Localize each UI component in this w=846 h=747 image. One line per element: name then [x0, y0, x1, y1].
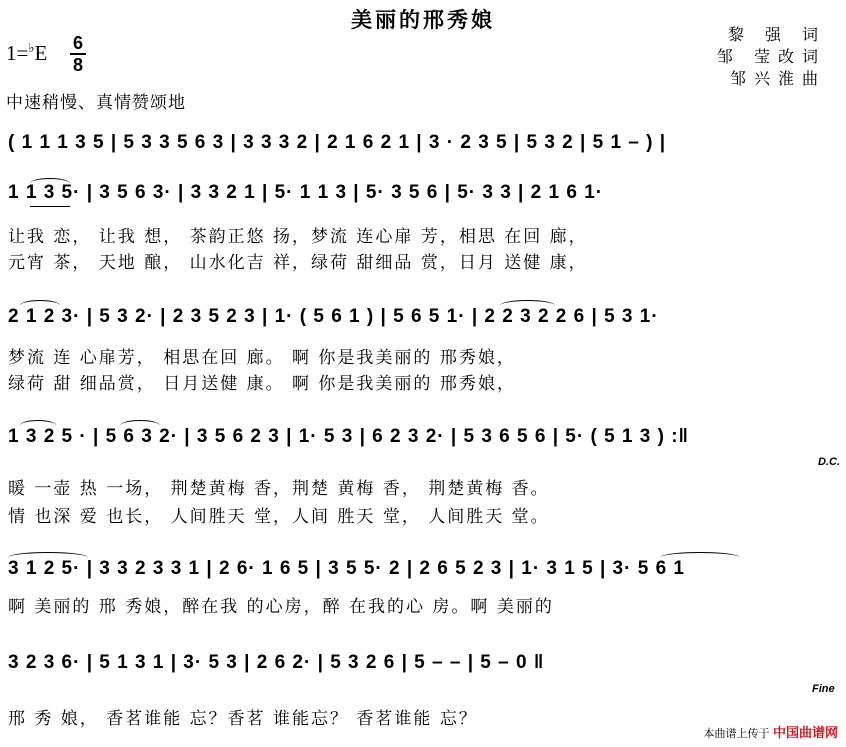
score-line-3: 2 1 2 3· | 5 3 2· | 2 3 5 2 3 | 1· ( 5 6 1 ) | 5 6 5 1· | 2 2 3 2 2 6 | 5 3 1·: [8, 306, 659, 327]
lyric-line-2-verse-2: 元宵 茶， 天地 酿， 山水化吉 祥，绿荷 甜细品 赏，日月 送健 康，: [8, 253, 588, 273]
lyric-line-5: 啊 美丽的 邢 秀娘，醉在我 的心房，醉 在我的心 房。啊 美丽的: [8, 597, 554, 617]
lyric-line-6: 邢 秀 娘， 香茗谁能 忘？香茗 谁能忘？ 香茗谁能 忘？: [8, 709, 478, 729]
lyric-line-2-verse-1: 让我 恋， 让我 想， 茶韵正悠 扬，梦流 连心扉 芳，相思 在回 廊，: [8, 227, 588, 247]
slur: [660, 552, 740, 563]
key-prefix: 1=: [6, 41, 29, 65]
slur: [20, 420, 56, 431]
score-line-1: ( 1 1 1 3 5 | 5 3 3 5 6 3 | 3 3 3 2 | 2 1 6 2 1 | 3 · 2 3 5 | 5 3 2 | 5 1 – ) |: [8, 132, 667, 153]
key-signature: [6, 40, 47, 66]
key-note: E: [34, 41, 48, 65]
lyric-line-4-verse-2: 情 也深 爱 也长， 人间胜天 堂，人间 胜天 堂， 人间胜天 堂。: [8, 507, 550, 527]
composer-credit: 邹兴淮曲: [729, 69, 826, 88]
lyric-line-3-verse-2: 绿荷 甜 细品赏， 日月送健 康。 啊 你是我美丽的 邢秀娘，: [8, 374, 516, 394]
slur: [30, 178, 70, 189]
lyric-line-3-verse-1: 梦流 连 心扉芳， 相思在回 廊。 啊 你是我美丽的 邢秀娘，: [8, 348, 516, 368]
song-title: 美丽的邢秀娘: [351, 7, 495, 32]
slur: [8, 552, 88, 563]
slur: [120, 420, 160, 431]
reviser-credit: 邹 莹改词: [716, 47, 826, 66]
site-name-link[interactable]: 中国曲谱网: [772, 726, 838, 741]
fine-mark: Fine: [812, 683, 835, 695]
flat-sign: ♭: [28, 40, 35, 55]
score-line-4: 1 3 2 5 · | 5 6 3 2· | 3 5 6 2 3 | 1· 5 3 | 6 2 3 2· | 5 3 6 5 6 | 5· ( 5 1 3 ) :‖: [8, 426, 690, 447]
site-footer: [703, 722, 838, 741]
lyric-line-4-verse-1: 暖 一壶 热 一场， 荆楚黄梅 香，荆楚 黄梅 香， 荆楚黄梅 香。: [8, 479, 550, 499]
slur: [500, 300, 555, 311]
score-line-6: 3 2 3 6· | 5 1 3 1 | 3· 5 3 | 2 6 2· | 5 3 2 6 | 5 – – | 5 – 0 ‖: [8, 652, 545, 673]
score-line-2: 1 1 3 5· | 3 5 6 3· | 3 3 2 1 | 5· 1 1 3 | 5· 3 5 6 | 5· 3 3 | 2 1 6 1·: [8, 182, 604, 203]
dc-mark: D.C.: [818, 456, 840, 468]
upload-note: 本曲谱上传于: [703, 727, 770, 740]
time-signature: [70, 34, 86, 74]
lyricist-credit: 黎 强 词: [727, 25, 826, 44]
beam-underline: [30, 206, 70, 207]
meter-bottom: 8: [72, 55, 83, 75]
slur: [20, 300, 60, 311]
tempo-marking: 中速稍慢、真情赞颂地: [6, 93, 186, 113]
meter-top: 6: [72, 33, 83, 53]
score-line-5: 3 1 2 5· | 3 3 2 3 3 1 | 2 6· 1 6 5 | 3 5 5· 2 | 2 6 5 2 3 | 1· 3 1 5 | 3· 5 6 1: [8, 558, 685, 579]
